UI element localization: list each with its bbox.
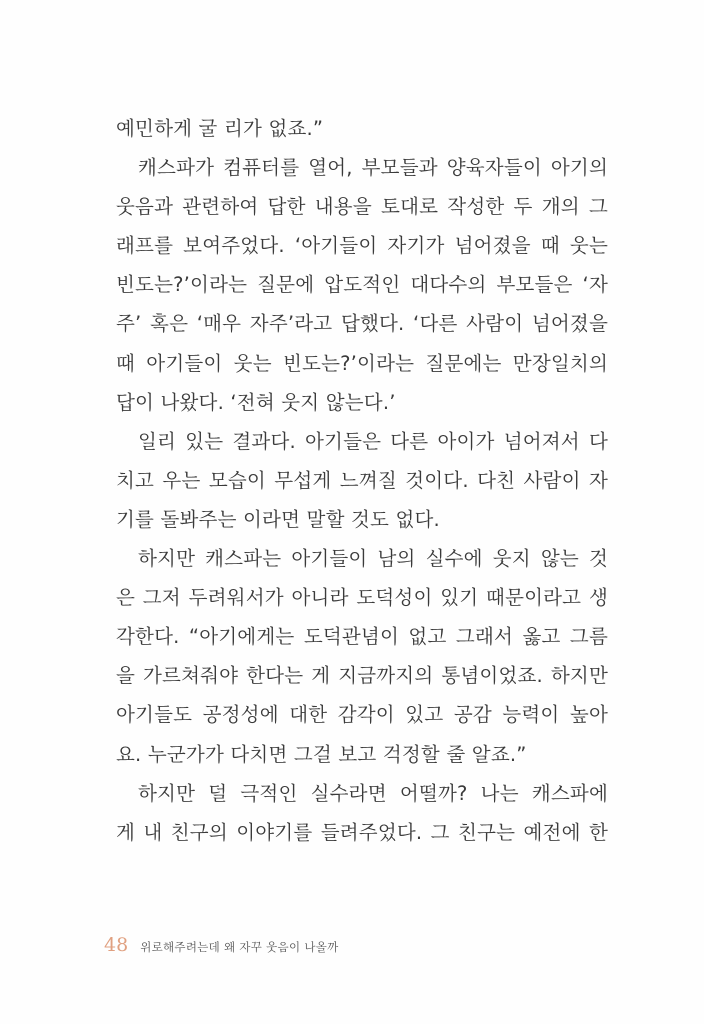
text-line: 때 아기들이 웃는 빈도는?’이라는 질문에는 만장일치의 xyxy=(116,351,608,375)
text-line: 하지만 덜 극적인 실수라면 어떨까? 나는 캐스파에 xyxy=(138,781,608,805)
text-line: 을 가르쳐줘야 한다는 게 지금까지의 통념이었죠. 하지만 xyxy=(116,664,608,688)
text-line: 하지만 캐스파는 아기들이 남의 실수에 웃지 않는 것 xyxy=(138,547,608,571)
page-footer xyxy=(104,934,339,960)
running-title: 위로해주려는데 왜 자꾸 웃음이 나올까 xyxy=(140,940,339,954)
page-number: 48 xyxy=(104,934,129,956)
text-line: 답이 나왔다. ‘전혀 웃지 않는다.’ xyxy=(116,390,396,414)
text-line: 아기들도 공정성에 대한 감각이 있고 공감 능력이 높아 xyxy=(116,703,608,727)
text-line: 게 내 친구의 이야기를 들려주었다. 그 친구는 예전에 한 xyxy=(116,820,608,844)
text-line: 캐스파가 컴퓨터를 열어, 부모들과 양육자들이 아기의 xyxy=(138,156,608,180)
text-line: 래프를 보여주었다. ‘아기들이 자기가 넘어졌을 때 웃는 xyxy=(116,234,608,258)
text-line: 주’ 혹은 ‘매우 자주’라고 답했다. ‘다른 사람이 넘어졌을 xyxy=(116,312,608,336)
text-line: 요. 누군가가 다치면 그걸 보고 걱정할 줄 알죠.” xyxy=(116,742,527,766)
text-line: 예민하게 굴 리가 없죠.” xyxy=(116,117,324,140)
text-line: 치고 우는 모습이 무섭게 느껴질 것이다. 다친 사람이 자 xyxy=(116,468,608,492)
body-text xyxy=(116,109,608,852)
text-line: 일리 있는 결과다. 아기들은 다른 아이가 넘어져서 다 xyxy=(138,429,608,453)
text-line: 은 그저 두려워서가 아니라 도덕성이 있기 때문이라고 생 xyxy=(116,586,608,610)
text-line: 빈도는?’이라는 질문에 압도적인 대다수의 부모들은 ‘자 xyxy=(116,273,608,297)
text-line: 웃음과 관련하여 답한 내용을 토대로 작성한 두 개의 그 xyxy=(116,195,608,219)
text-line: 기를 돌봐주는 이라면 말할 것도 없다. xyxy=(116,507,440,531)
text-line: 각한다. “아기에게는 도덕관념이 없고 그래서 옳고 그름 xyxy=(116,625,608,649)
